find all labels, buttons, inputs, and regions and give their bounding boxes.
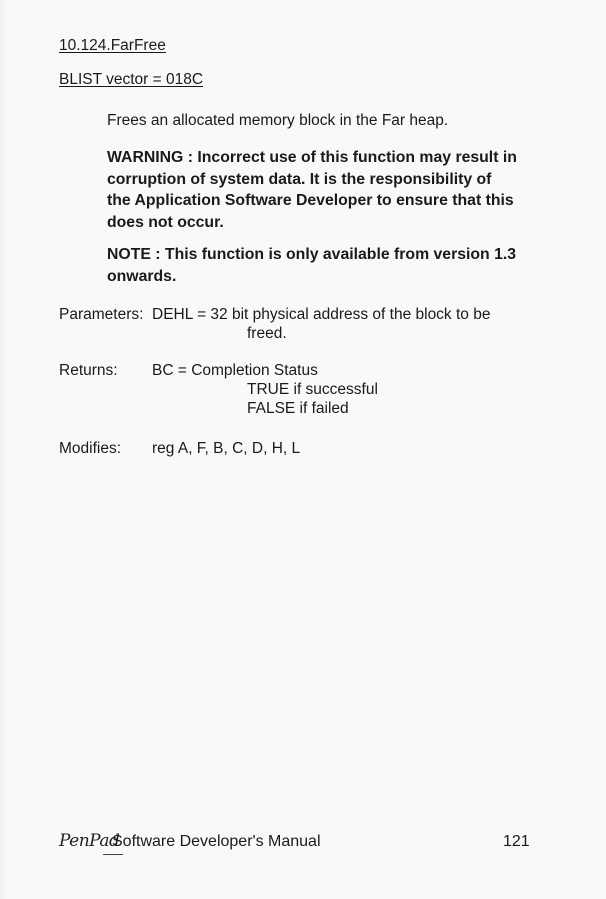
returns-label: Returns: [59, 362, 118, 379]
note-line: NOTE : This function is only available from version 1.3 [107, 246, 517, 263]
page-number: 121 [503, 833, 530, 850]
returns-value: BC = Completion Status [152, 362, 318, 379]
parameters-value: DEHL = 32 bit physical address of the block to be [152, 306, 491, 323]
warning-line: does not occur. [107, 213, 224, 231]
parameters-label: Parameters: [59, 306, 144, 323]
warning-paragraph [107, 147, 557, 233]
warning-line: corruption of system data. It is the responsibility of [107, 170, 492, 188]
note-paragraph [107, 244, 557, 287]
modifies-label: Modifies: [59, 440, 122, 457]
section-heading: 10.124.FarFree [59, 37, 166, 54]
note-line: onwards. [107, 267, 177, 285]
manual-title: Software Developer's Manual [112, 833, 321, 850]
returns-option-true: TRUE if successful [247, 381, 378, 398]
warning-line: WARNING : Incorrect use of this function may result in [107, 149, 517, 166]
blist-vector: BLIST vector = 018C [59, 71, 204, 88]
penpad-logo [59, 830, 119, 852]
logo-underline [103, 854, 123, 855]
function-description: Frees an allocated memory block in the Far heap. [107, 112, 449, 129]
modifies-value: reg A, F, B, C, D, H, L [152, 440, 301, 457]
parameters-value-continued: freed. [247, 325, 287, 342]
penpad-logo-text: PenPad [59, 831, 120, 851]
returns-option-false: FALSE if failed [247, 400, 349, 417]
warning-line: the Application Software Developer to ensure that this [107, 192, 514, 209]
